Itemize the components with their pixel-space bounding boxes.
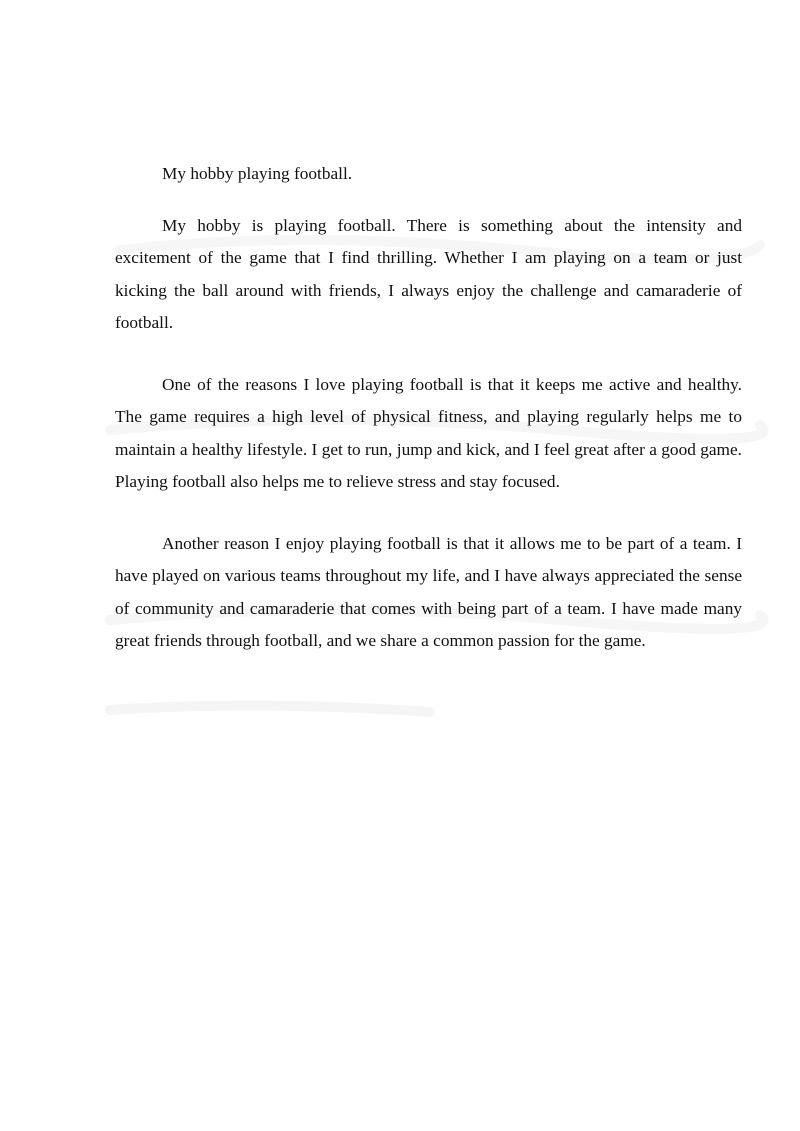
paragraph-2: One of the reasons I love playing football is that it keeps me active and healthy. The game requires a high level of physical fitness, and playing regularly helps me to maintain a healthy lifestyle. I get to run, jump and kick, and I feel great after a good game. Playing football also helps me to relieve stress and stay focused. [115, 374, 742, 491]
document-body [115, 158, 742, 658]
paragraph-1: My hobby is playing football. There is something about the intensity and excitement of the game that I find thrilling. Whether I am playing on a team or just kicking the ball around with friends, I always enjoy the challenge and camaraderie of football. [115, 215, 742, 332]
paragraph-3: Another reason I enjoy playing football is that it allows me to be part of a team. I have played on various teams throughout my life, and I have always appreciated the sense of community and camaraderie that comes with being part of a team. I have made many great friends through football, and we share a common passion for the game. [115, 533, 742, 650]
document-title: My hobby playing football. [162, 164, 353, 183]
